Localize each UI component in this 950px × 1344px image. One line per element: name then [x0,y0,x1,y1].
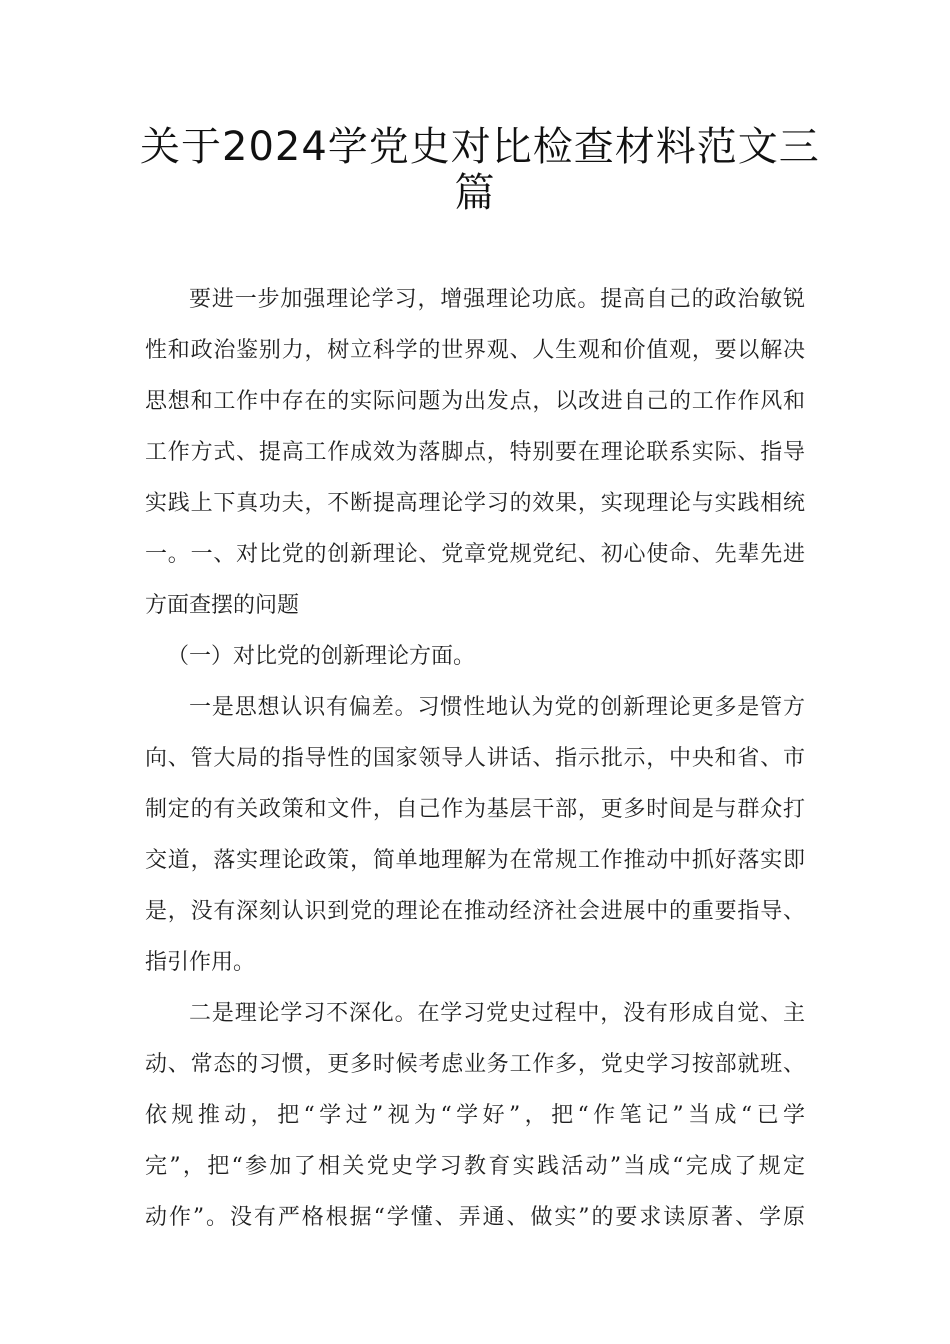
text-line: 依规推动，把“学过”视为“学好”，把“作笔记”当成“已学 [145,1103,805,1128]
paragraph-point-two [145,988,805,1243]
text-line: 思想和工作中存在的实际问题为出发点，以改进自己的工作作风和 [145,389,805,414]
text-line: 性和政治鉴别力，树立科学的世界观、人生观和价值观，要以解决 [145,338,805,363]
text-line: 交道，落实理论政策，简单地理解为在常规工作推动中抓好落实即 [145,848,805,873]
text-line: 方面查摆的问题 [145,593,300,618]
text-line: 完”，把“参加了相关党史学习教育实践活动”当成“完成了规定 [145,1154,805,1179]
text-line: 实践上下真功夫，不断提高理论学习的效果，实现理论与实践相统 [145,491,805,516]
text-line: 一。一、对比党的创新理论、党章党规党纪、初心使命、先辈先进 [145,542,805,567]
text-line: 动、常态的习惯，更多时候考虑业务工作多，党史学习按部就班、 [145,1052,805,1077]
title-line-2: 篇 [454,170,496,216]
paragraph-intro [145,274,805,631]
document-body [145,274,805,1243]
text-line: 制定的有关政策和文件，自己作为基层干部，更多时间是与群众打 [145,797,805,822]
document-title [140,124,820,216]
text-line: 是，没有深刻认识到党的理论在推动经济社会进展中的重要指导、 [145,899,805,924]
title-line-1: 关于2024学党史对比检查材料范文三 [140,124,820,170]
text-line: 指引作用。 [145,950,256,975]
text-line: 工作方式、提高工作成效为落脚点，特别要在理论联系实际、指导 [145,440,805,465]
paragraph-point-one [145,682,805,988]
text-line: 向、管大局的指导性的国家领导人讲话、指示批示，中央和省、市 [145,746,805,771]
text-line: 动作”。没有严格根据“学懂、弄通、做实”的要求读原著、学原 [145,1205,805,1230]
text-line: 一是思想认识有偏差。习惯性地认为党的创新理论更多是管方 [189,695,805,720]
text-line: 要进一步加强理论学习，增强理论功底。提高自己的政治敏锐 [189,287,805,312]
paragraph-section-heading [145,631,805,682]
section-heading: （一）对比党的创新理论方面。 [167,644,476,669]
text-line: 二是理论学习不深化。在学习党史过程中，没有形成自觉、主 [189,1001,805,1026]
